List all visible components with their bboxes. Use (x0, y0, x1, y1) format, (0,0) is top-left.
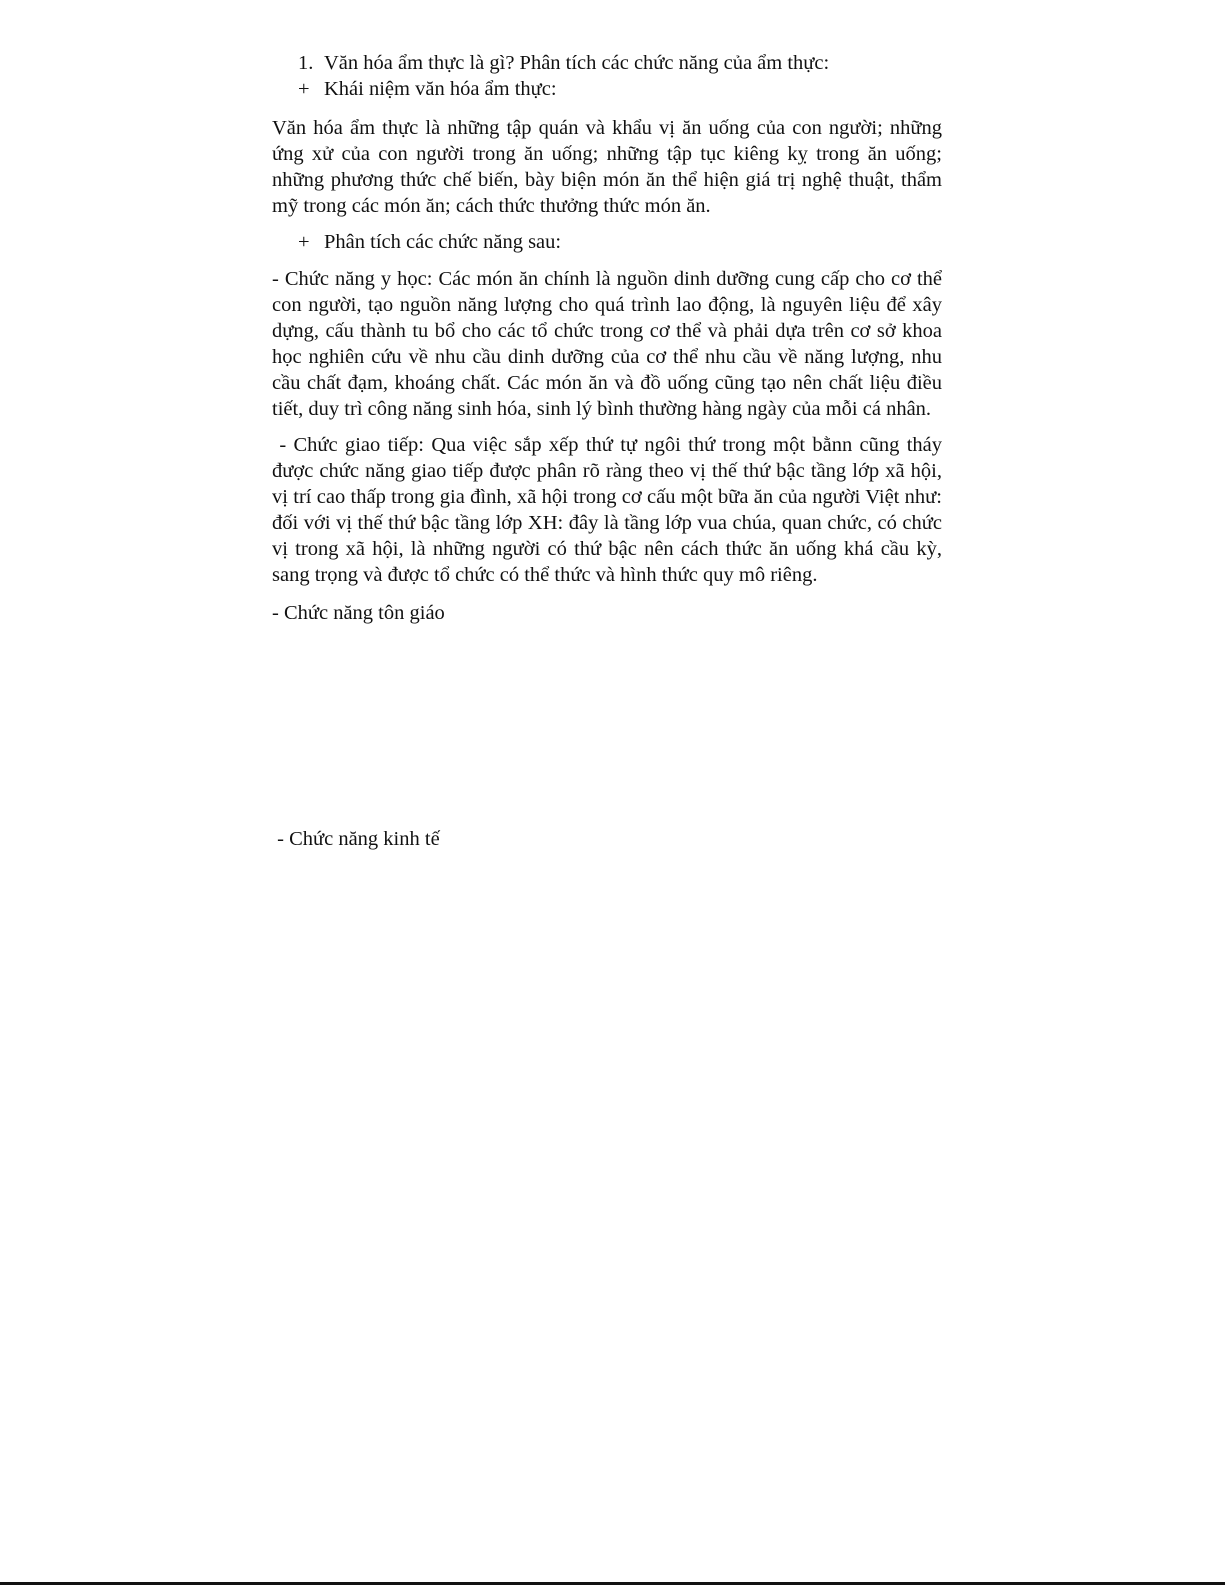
numbered-heading (298, 50, 829, 76)
religion-function-line: - Chức năng tôn giáo (272, 602, 445, 624)
economy-function-line: - Chức năng kinh tế (272, 828, 440, 850)
bullet-heading-concept (298, 76, 557, 102)
functions-heading-text: Phân tích các chức năng sau: (324, 231, 562, 253)
medical-function-paragraph: - Chức năng y học: Các món ăn chính là nguồn dinh dưỡng cung cấp cho cơ thể con người, tạo nguồn năng lượng cho quá trình lao động, là nguyên liệu để xây dựng, cấu thành tu bổ cho các tổ chức trong cơ thể và phải dựa trên cơ sở khoa học nghiên cứu về nhu cầu dinh dưỡng của cơ thể nhu cầu về năng lượng, nhu cầu chất đạm, khoáng chất. Các món ăn và đồ uống cũng tạo nên chất liệu điều tiết, duy trì công năng sinh hóa, sinh lý bình thường hàng ngày của mỗi cá nhân. (272, 268, 942, 420)
plus-bullet: + (298, 231, 310, 253)
heading-text: Văn hóa ẩm thực là gì? Phân tích các chức năng của ẩm thực: (324, 52, 830, 74)
bullet-heading-functions (298, 229, 561, 255)
plus-bullet: + (298, 78, 310, 100)
communication-function-paragraph: - Chức giao tiếp: Qua việc sắp xếp thứ tự ngôi thứ trong một bằnn cũng tháy được chức năng giao tiếp được phân rõ ràng theo vị thế thứ bậc tầng lớp xã hội, vị trí cao thấp trong gia đình, xã hội trong cơ cấu một bữa ăn của người Việt như: đối với vị thế thứ bậc tầng lớp XH: đây là tầng lớp vua chúa, quan chức, có chức vị trong xã hội, là những người có thứ bậc nên cách thức ăn uống khá cầu kỳ, sang trọng và được tổ chức có thể thức và hình thức quy mô riêng. (272, 434, 948, 586)
definition-paragraph: Văn hóa ẩm thực là những tập quán và khẩu vị ăn uống của con người; những ứng xử của con người trong ăn uống; những tập tục kiêng kỵ trong ăn uống; những phương thức chế biến, bày biện món ăn thể hiện giá trị nghệ thuật, thẩm mỹ trong các món ăn; cách thức thưởng thức món ăn. (272, 117, 942, 217)
concept-heading-text: Khái niệm văn hóa ẩm thực: (324, 78, 557, 100)
list-number: 1. (298, 52, 314, 74)
